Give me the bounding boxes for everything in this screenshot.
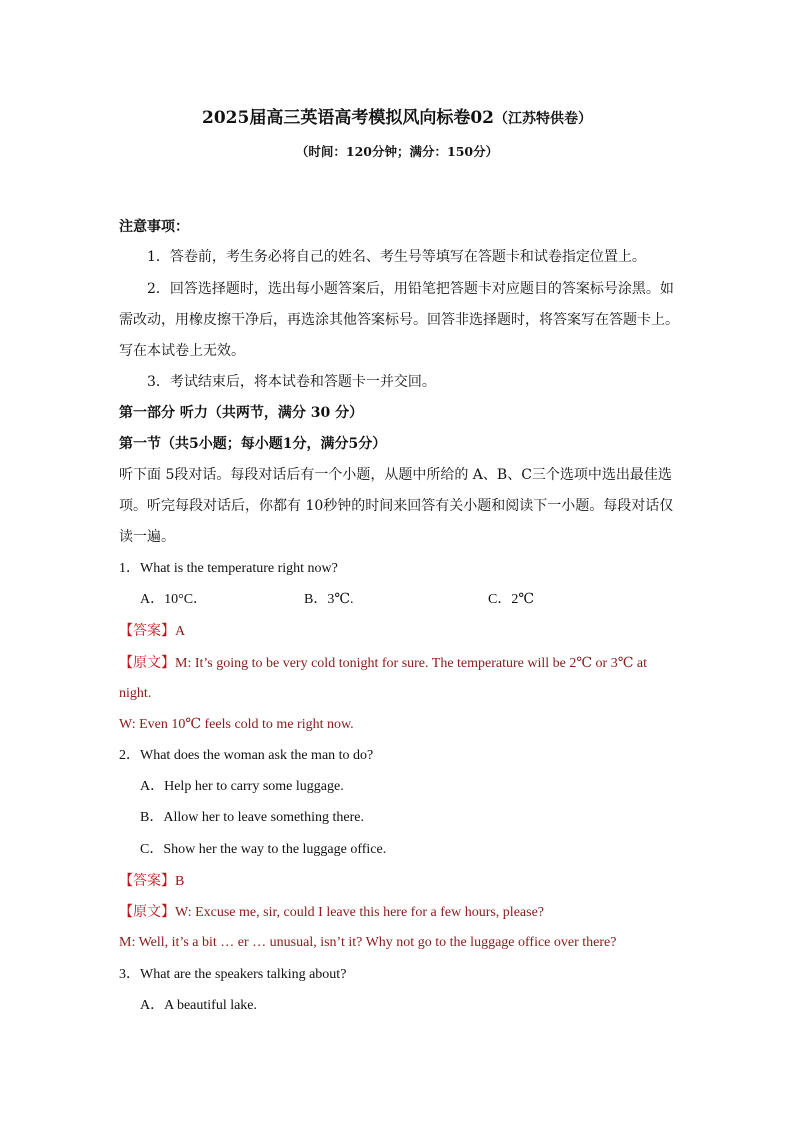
q3-question: 3．What are the speakers talking about? bbox=[119, 967, 347, 982]
part1-heading: 第一部分 听力（共两节，满分 30 分） bbox=[119, 405, 364, 421]
q2-option-b: B．Allow her to leave something there. bbox=[140, 810, 364, 825]
q2-question: 2．What does the woman ask the man to do? bbox=[119, 748, 374, 763]
note-2-line-1: 2．回答选择题时，选出每小题答案后，用铅笔把答题卡对应题目的答案标号涂黑。如 bbox=[147, 281, 674, 297]
q1-script-line-2: night. bbox=[119, 686, 152, 701]
q2-script-line-1 bbox=[119, 902, 679, 923]
section1-heading: 第一节（共5小题；每小题1分，满分5分） bbox=[119, 436, 387, 452]
note-3: 3．考试结束后，将本试卷和答题卡一并交回。 bbox=[147, 374, 436, 390]
note-2-line-2: 需改动，用橡皮擦干净后，再选涂其他答案标号。回答非选择题时，将答案写在答题卡上。 bbox=[119, 312, 679, 328]
q1-option-a: A．10°C． bbox=[140, 592, 208, 607]
q2-script-line-2: M: Well, it’s a bit … er … unusual, isn’t it? Why not go to the luggage office over there? bbox=[119, 935, 617, 950]
answer-value: A bbox=[175, 624, 186, 639]
instructions-line-1: 听下面 5段对话。每段对话后有一个小题，从题中所给的 A、B、C三个选项中选出最佳选 bbox=[119, 467, 672, 483]
title-main: 2025届高三英语高考模拟风向标卷02 bbox=[202, 108, 494, 128]
answer-label: 【答案】 bbox=[119, 873, 175, 889]
q1-question: 1．What is the temperature right now? bbox=[119, 561, 338, 576]
q3-option-a: A．A beautiful lake. bbox=[140, 998, 258, 1013]
page-title bbox=[0, 106, 794, 131]
answer-label: 【答案】 bbox=[119, 623, 175, 639]
q1-script-line-1 bbox=[119, 653, 679, 674]
q1-script-line-3: W: Even 10℃ feels cold to me right now. bbox=[119, 717, 354, 732]
q2-option-c: C．Show her the way to the luggage office. bbox=[140, 842, 387, 857]
answer-value: B bbox=[175, 874, 185, 889]
page-subtitle: （时间：120分钟；满分：150分） bbox=[295, 144, 499, 159]
script-label: 【原文】 bbox=[119, 655, 175, 671]
q1-option-c: C．2℃ bbox=[488, 592, 534, 607]
q2-option-a: A．Help her to carry some luggage. bbox=[140, 779, 344, 794]
note-1: 1．答卷前，考生务必将自己的姓名、考生号等填写在答题卡和试卷指定位置上。 bbox=[147, 249, 646, 265]
q1-answer bbox=[119, 621, 679, 642]
script-text: M: It’s going to be very cold tonight for sure. The temperature will be 2℃ or 3℃ at bbox=[175, 656, 647, 671]
q2-answer bbox=[119, 871, 679, 892]
script-text: W: Excuse me, sir, could I leave this here for a few hours, please? bbox=[175, 905, 544, 920]
instructions-line-2: 项。听完每段对话后，你都有 10秒钟的时间来回答有关小题和阅读下一小题。每段对话仅 bbox=[119, 498, 674, 514]
script-label: 【原文】 bbox=[119, 904, 175, 920]
title-paren: （江苏特供卷） bbox=[493, 111, 592, 127]
note-2-line-3: 写在本试卷上无效。 bbox=[119, 343, 245, 359]
instructions-line-3: 读一遍。 bbox=[119, 529, 175, 545]
notes-heading: 注意事项： bbox=[119, 219, 189, 235]
q1-option-b: B．3℃. bbox=[304, 592, 354, 607]
